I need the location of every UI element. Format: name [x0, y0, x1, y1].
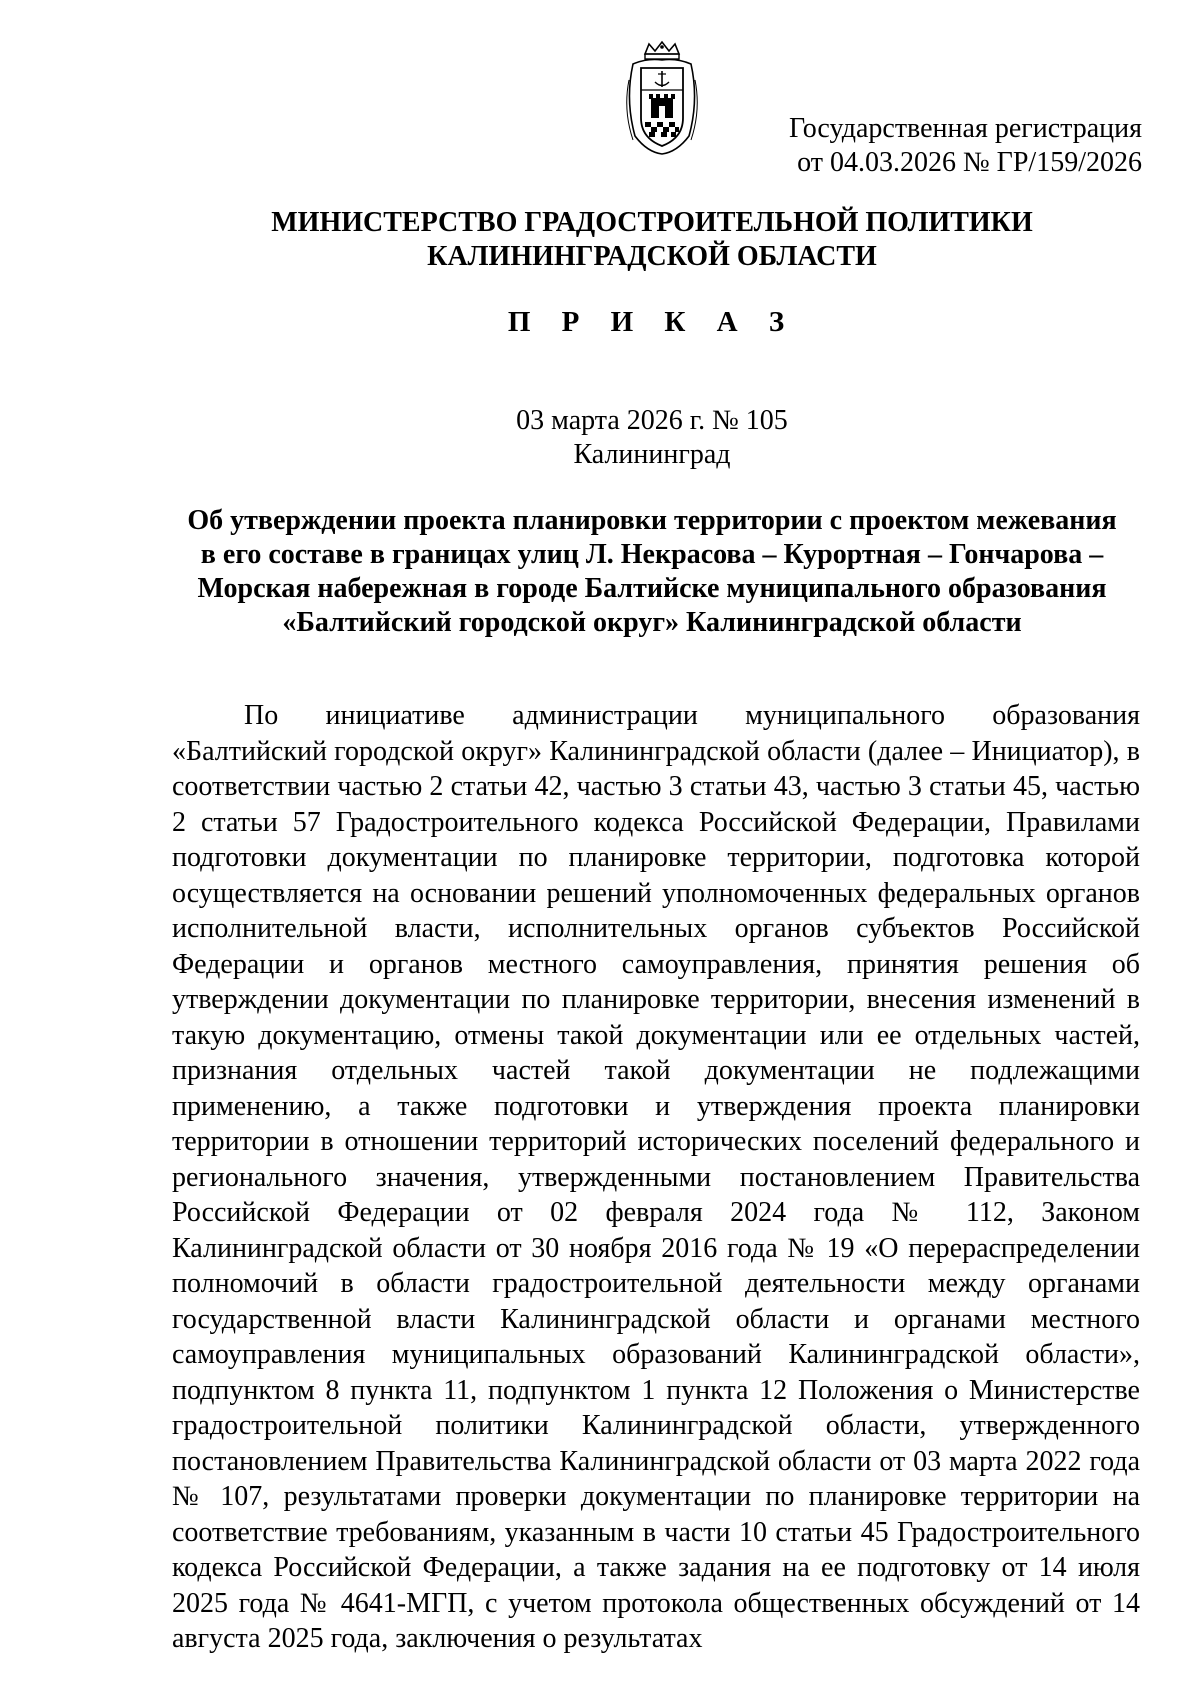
- ministry-line-2: КАЛИНИНГРАДСКОЙ ОБЛАСТИ: [427, 241, 877, 272]
- subject-line-2: в его составе в границах улиц Л. Некрасова – Курортная – Гончарова –: [200, 539, 1104, 570]
- document-type: П Р И К А З: [507, 306, 797, 338]
- subject-line-4: «Балтийский городской округ» Калининградской области: [282, 607, 1022, 638]
- order-subject: [172, 504, 1132, 640]
- ministry-name: [120, 206, 1184, 274]
- order-date-number: [120, 404, 1184, 472]
- state-registration: [642, 112, 1142, 180]
- city: Калининград: [573, 439, 731, 470]
- ministry-line-1: МИНИСТЕРСТВО ГРАДОСТРОИТЕЛЬНОЙ ПОЛИТИКИ: [271, 207, 1033, 238]
- registration-line-2: от 04.03.2026 № ГР/159/2026: [797, 147, 1142, 178]
- subject-line-1: Об утверждении проекта планировки территории с проектом межевания: [187, 505, 1117, 536]
- date-and-number: 03 марта 2026 г. № 105: [516, 405, 788, 436]
- subject-line-3: Морская набережная в городе Балтийске муниципального образования: [197, 573, 1107, 604]
- registration-line-1: Государственная регистрация: [789, 113, 1142, 144]
- body-paragraph: По инициативе администрации муниципального образования «Балтийский городской округ» Калининградской области (далее – Инициатор), в соответствии частью 2 статьи 42, частью 3 статьи 43, частью 3 статьи 45, частью 2 статьи 57 Градостроительного кодекса Российской Федерации, Правилами подготовки документации по планировке территории, подготовка которой осуществляется на основании решений уполномоченных федеральных органов исполнительной власти, исполнительных органов субъектов Российской Федерации и органов местного самоуправления, принятия решения об утверждении документации по планировке территории, внесения изменений в такую документацию, отмены такой документации или ее отдельных частей, признания отдельных частей такой документации не подлежащими применению, а также подготовки и утверждения проекта планировки территории в отношении территорий исторических поселений федерального и регионального значения, утвержденными постановлением Правительства Российской Федерации от 02 февраля 2024 года № 112, Законом Калининградской области от 30 ноября 2016 года № 19 «О перераспределении полномочий в области градостроительной деятельности между органами государственной власти Калининградской области и органами местного самоуправления муниципальных образований Калининградской области», подпунктом 8 пункта 11, подпунктом 1 пункта 12 Положения о Министерстве градостроительной политики Калининградской области, утвержденного постановлением Правительства Калининградской области от 03 марта 2022 года № 107, результатами проверки документации по планировке территории на соответствие требованиям, указанным в части 10 статьи 45 Градостроительного кодекса Российской Федерации, а также задания на ее подготовку от 14 июля 2025 года № 4641-МГП, с учетом протокола общественных обсуждений от 14 августа 2025 года, заключения о результатах: [172, 700, 1140, 1654]
